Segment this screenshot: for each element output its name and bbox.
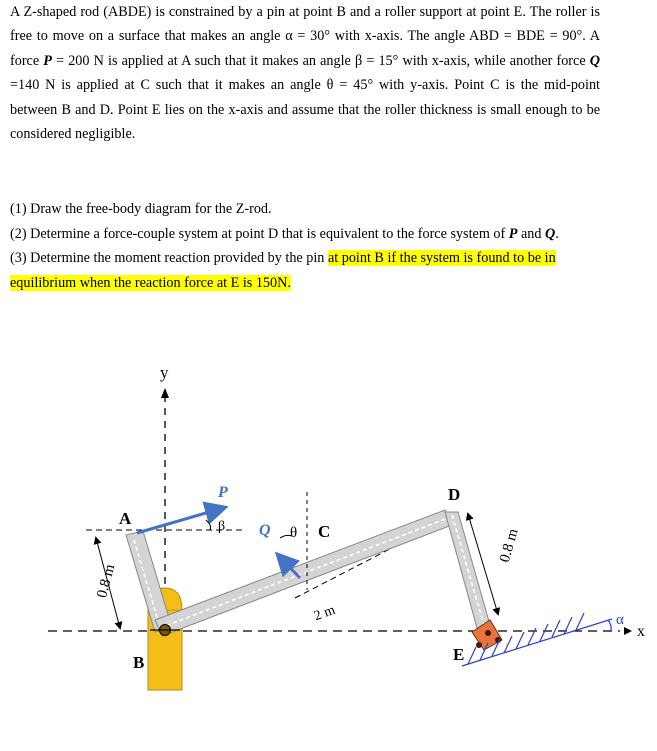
- force-p-symbol: P: [43, 52, 52, 69]
- x-axis-label: x: [637, 623, 645, 640]
- question-3: (3) Determine the moment reaction provided by the pin at point B if the system is found to be in: [10, 250, 556, 267]
- question-1: (1) Draw the free-body diagram for the Z-rod.: [10, 201, 272, 217]
- force-q-symbol: Q: [589, 52, 600, 69]
- force-p-text: = 200 N is applied at A such that it makes an angle β = 15° with x-axis, while another force: [51, 52, 590, 69]
- x-axis-arrow: [624, 627, 632, 635]
- dim-left-label: 0.8 m: [94, 562, 119, 600]
- alpha-arc: [608, 620, 611, 632]
- highlight-2: equilibrium when the reaction force at E is 150N.: [10, 274, 291, 291]
- point-e-label: E: [453, 645, 465, 664]
- dim-right-label: 0.8 m: [496, 527, 522, 565]
- question-2: (2) Determine a force-couple system at point D that is equivalent to the force system of P and Q.: [10, 225, 559, 242]
- point-b-label: B: [133, 653, 145, 672]
- alpha-label: α: [616, 612, 624, 628]
- dim-mid-label: 2 m: [312, 602, 338, 625]
- highlight-1: at point B if the system is found to be in: [327, 250, 556, 267]
- rod-segment-bd: [155, 510, 452, 636]
- force-p-label: P: [218, 484, 228, 501]
- theta-label: θ: [290, 525, 298, 541]
- y-axis-arrow: [161, 388, 169, 398]
- y-axis-label: y: [160, 363, 169, 382]
- force-q-label: Q: [259, 522, 271, 539]
- point-a-label: A: [119, 509, 132, 528]
- beta-arc: [206, 520, 211, 530]
- point-d-label: D: [448, 485, 461, 504]
- force-q-text: =140 N is applied at C such that it makes an angle θ = 45° with y-axis. Point C is the mid-point between B and D. Point E lies on the x-axis and assume that the roller thickness is small enough to be considered negligible.: [10, 77, 600, 143]
- beta-label: β: [218, 519, 226, 534]
- point-c-label: C: [318, 522, 331, 541]
- intro-text: A Z-shaped rod (ABDE) is constrained by a pin at point B and a roller support at point E. The roller is free to move on a surface that makes an angle α = 30° with x-axis. The angle ABD = BDE = 90°. A force: [10, 4, 600, 69]
